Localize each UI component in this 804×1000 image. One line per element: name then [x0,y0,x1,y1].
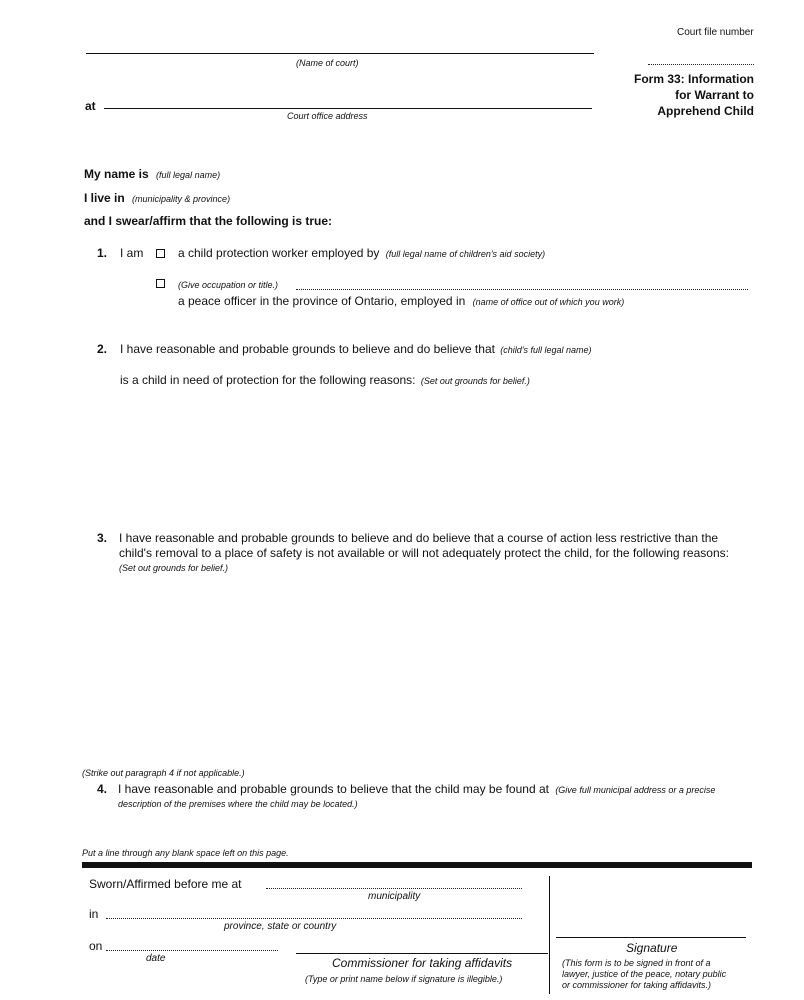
para1-i-am: I am [120,246,144,260]
para2-number: 2. [97,342,108,356]
name-of-court-line[interactable] [86,53,594,54]
court-file-number-label: Court file number [677,27,754,38]
para4-address-hint-2: description of the premises where the child may be located.) [118,799,358,809]
form-title-line-1: Form 33: Information [633,72,754,86]
province-state-country-field[interactable] [106,918,522,919]
form-title-line-3: Apprehend Child [657,104,754,118]
para2-reasons-text: is a child in need of protection for the following reasons: [120,373,416,387]
para2-reasons-area[interactable] [120,395,750,515]
child-name-hint: (child's full legal name) [500,345,592,355]
para2-line2 [120,373,530,387]
signature-line[interactable] [556,937,746,938]
para3-line1: I have reasonable and probable grounds to believe and do believe that a course of action less restrictive than the [119,531,719,545]
sworn-municipality-field[interactable] [266,888,522,889]
para3-grounds-hint: (Set out grounds for belief.) [119,563,229,573]
i-live-in-label: I live in [84,191,125,205]
sworn-before-label: Sworn/Affirmed before me at [89,877,242,891]
para3-reasons-area[interactable] [119,580,749,760]
childrens-aid-society-hint: (full legal name of children's aid society) [385,249,546,259]
para2-grounds-hint: (Set out grounds for belief.) [420,376,530,386]
jurat-divider [549,876,550,994]
child-protection-worker-text: a child protection worker employed by [178,246,380,260]
peace-officer-checkbox[interactable] [156,279,165,288]
in-label: in [89,907,99,921]
commissioner-label: Commissioner for taking affidavits [332,956,513,970]
occupation-title-hint: (Give occupation or title.) [178,280,279,290]
blank-space-note: Put a line through any blank space left on this page. [82,848,289,858]
para1-option2 [178,294,624,308]
occupation-title-field[interactable] [296,289,748,290]
on-label: on [89,939,103,953]
i-live-in-row[interactable] [84,191,230,205]
name-of-court-label: (Name of court) [296,58,359,68]
municipality-province-hint: (municipality & province) [132,194,231,204]
para4-line1 [118,782,715,796]
jurat-top-rule [82,862,752,868]
signature-note-3: or commissioner for taking affidavits.) [562,980,712,990]
office-name-hint: (name of office out of which you work) [472,297,625,307]
signature-note-1: (This form is to be signed in front of a [562,958,711,968]
para1-option1 [178,246,545,260]
para4-text: I have reasonable and probable grounds to believe that the child may be found at [118,782,549,796]
my-name-label: My name is [84,167,149,181]
court-file-number-field[interactable] [648,64,754,65]
signature-note-2: lawyer, justice of the peace, notary public [562,969,727,979]
strike-paragraph-4-note: (Strike out paragraph 4 if not applicable.) [82,768,245,778]
my-name-row[interactable] [84,167,220,181]
para3-line2: child's removal to a place of safety is not available or will not adequately protect the child, for the following reasons: [119,546,729,560]
at-label: at [85,99,96,113]
commissioner-hint: (Type or print name below if signature is illegible.) [305,974,503,984]
signature-label: Signature [626,941,678,955]
para2-text: I have reasonable and probable grounds to believe and do believe that [120,342,495,356]
municipality-label: municipality [368,891,421,902]
para3-number: 3. [97,531,108,545]
peace-officer-text: a peace officer in the province of Ontario, employed in [178,294,466,308]
court-office-address-label: Court office address [287,111,368,121]
child-protection-worker-checkbox[interactable] [156,249,165,258]
para4-address-hint: (Give full municipal address or a precise [555,785,716,795]
date-label: date [146,953,166,964]
form-title-line-2: for Warrant to [675,88,754,102]
swear-affirm-statement: and I swear/affirm that the following is true: [84,214,333,228]
para2-line1 [120,342,592,356]
province-state-country-label: province, state or country [224,921,337,932]
commissioner-signature-line[interactable] [296,953,548,954]
court-office-address-line[interactable] [104,108,592,109]
para1-number: 1. [97,246,108,260]
date-field[interactable] [106,950,278,951]
para4-number: 4. [97,782,108,796]
full-legal-name-hint: (full legal name) [156,170,221,180]
